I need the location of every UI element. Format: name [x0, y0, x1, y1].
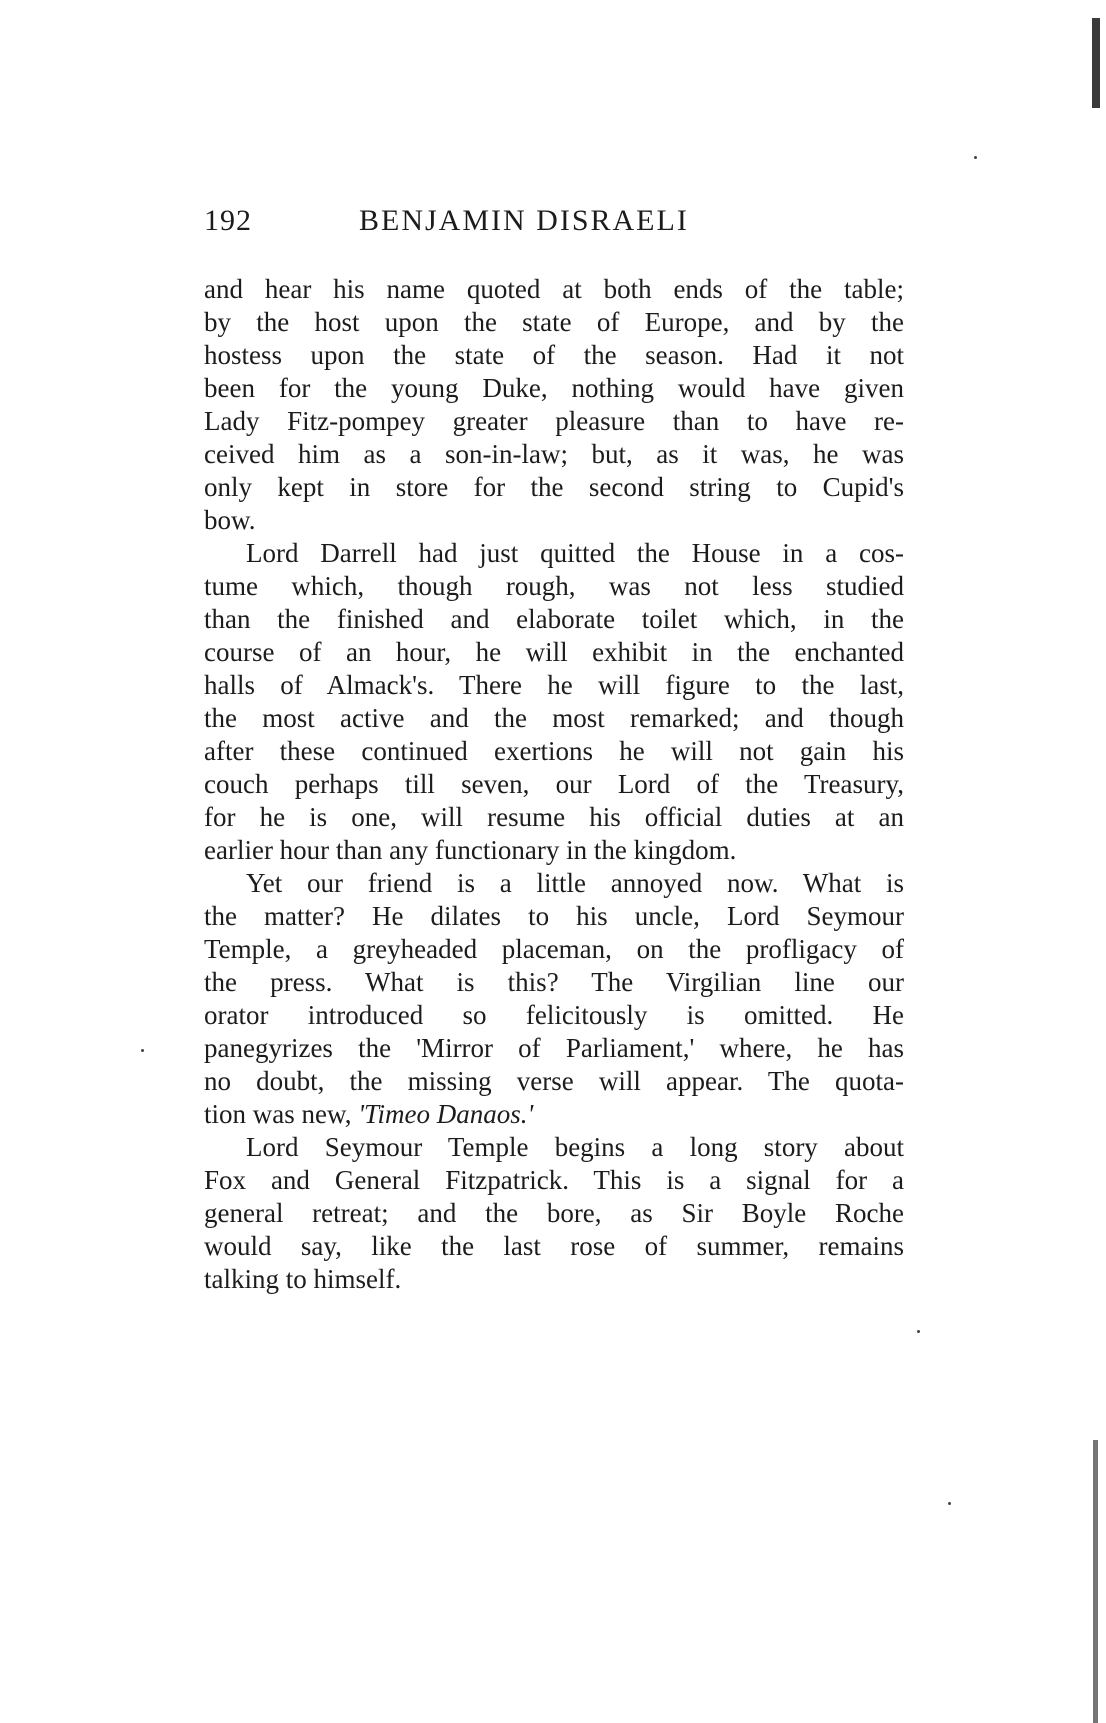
text-line: halls of Almack's. There he will figure to the last, [204, 670, 904, 700]
scan-speck [141, 1049, 144, 1052]
text-line: for he is one, will resume his official duties at an [204, 802, 904, 832]
text-line: Fox and General Fitzpatrick. This is a signal for a [204, 1165, 904, 1195]
text-line: orator introduced so felicitously is omitted. He [204, 1000, 904, 1030]
text-line: general retreat; and the bore, as Sir Boyle Roche [204, 1198, 904, 1228]
text-line: the most active and the most remarked; and though [204, 703, 904, 733]
italic-quotation: 'Timeo Danaos.' [358, 1099, 534, 1129]
text-line: no doubt, the missing verse will appear. The quota- [204, 1066, 904, 1096]
text-line: would say, like the last rose of summer, remains [204, 1231, 904, 1261]
text-line: panegyrizes the 'Mirror of Parliament,' where, he has [204, 1033, 904, 1063]
page-header [204, 204, 904, 244]
text-line: after these continued exertions he will not gain his [204, 736, 904, 766]
text-line: the matter? He dilates to his uncle, Lord Seymour [204, 901, 904, 931]
paragraph-1 [204, 273, 904, 537]
text-line-prefix: tion was new, [204, 1099, 359, 1129]
body-text [204, 273, 904, 1296]
text-line: hostess upon the state of the season. Had it not [204, 340, 904, 370]
scan-speck [948, 1502, 951, 1505]
scan-speck [917, 1330, 920, 1333]
scan-speck [974, 156, 977, 159]
text-line: Lady Fitz-pompey greater pleasure than to have re- [204, 406, 904, 436]
text-line: the press. What is this? The Virgilian line our [204, 967, 904, 997]
text-line [204, 1098, 904, 1131]
paragraph-4 [204, 1131, 904, 1296]
text-line: bow. [204, 505, 256, 535]
page-number: 192 [204, 204, 252, 237]
text-line: by the host upon the state of Europe, and by the [204, 307, 904, 337]
running-head: BENJAMIN DISRAELI [359, 204, 689, 237]
text-line: earlier hour than any functionary in the kingdom. [204, 835, 737, 865]
text-line: Lord Seymour Temple begins a long story about [246, 1132, 904, 1162]
paragraph-2 [204, 537, 904, 867]
text-line: Temple, a greyheaded placeman, on the profligacy of [204, 934, 904, 964]
text-line: course of an hour, he will exhibit in the enchanted [204, 637, 904, 667]
text-line: and hear his name quoted at both ends of the table; [204, 274, 904, 304]
text-line: than the finished and elaborate toilet which, in the [204, 604, 904, 634]
text-line: been for the young Duke, nothing would have given [204, 373, 904, 403]
text-line: Yet our friend is a little annoyed now. What is [246, 868, 904, 898]
scan-edge-shadow-top [1092, 18, 1100, 108]
scan-edge-shadow-bottom [1093, 1440, 1098, 1723]
text-line: only kept in store for the second string to Cupid's [204, 472, 904, 502]
paragraph-3 [204, 867, 904, 1131]
text-line: couch perhaps till seven, our Lord of the Treasury, [204, 769, 904, 799]
text-line: talking to himself. [204, 1264, 402, 1294]
text-line: tume which, though rough, was not less studied [204, 571, 904, 601]
text-line: Lord Darrell had just quitted the House in a cos- [246, 538, 904, 568]
text-line: ceived him as a son-in-law; but, as it was, he was [204, 439, 904, 469]
